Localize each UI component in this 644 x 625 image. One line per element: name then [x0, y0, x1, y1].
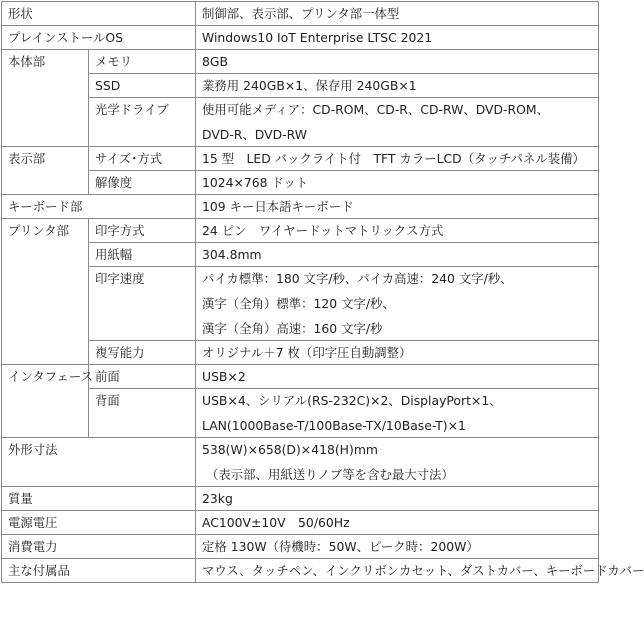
label-dimensions: 外形寸法 — [2, 438, 196, 487]
row-body-optical — [2, 98, 599, 147]
value-os: Windows10 IoT Enterprise LTSC 2021 — [196, 26, 599, 50]
value-dimensions-line2: （表示部、用紙送りノブ等を含む最大寸法） — [206, 467, 454, 482]
value-power: 定格 130W（待機時：50W、ピーク時：200W） — [196, 535, 599, 559]
row-form — [2, 2, 599, 26]
value-optical — [196, 98, 599, 147]
row-printer-copy — [2, 341, 599, 365]
label-ssd: SSD — [89, 74, 196, 98]
row-accessories — [2, 559, 599, 583]
row-printer-method — [2, 219, 599, 243]
value-speed-line1: パイカ標準：180 文字/秒、パイカ高速：240 文字/秒、 — [202, 271, 513, 286]
label-speed: 印字速度 — [89, 267, 196, 341]
value-method: 24 ピン ワイヤードットマトリックス方式 — [196, 219, 599, 243]
row-printer-width — [2, 243, 599, 267]
label-method: 印字方式 — [89, 219, 196, 243]
row-keyboard — [2, 195, 599, 219]
row-display-resolution — [2, 171, 599, 195]
value-memory: 8GB — [196, 50, 599, 74]
value-ssd: 業務用 240GB×1、保存用 240GB×1 — [196, 74, 599, 98]
value-dimensions-line1: 538(W)×658(D)×418(H)mm — [202, 442, 378, 457]
row-dimensions — [2, 438, 599, 487]
row-body-memory — [2, 50, 599, 74]
value-copy: オリジナル＋7 枚（印字圧自動調整） — [196, 341, 599, 365]
spec-table — [1, 1, 644, 583]
label-copy: 複写能力 — [89, 341, 196, 365]
value-back-line1: USB×4、シリアル(RS-232C)×2、DisplayPort×1、 — [202, 393, 502, 408]
value-speed-line2: 漢字（全角）標準：120 文字/秒、 — [202, 296, 395, 311]
value-weight: 23kg — [196, 487, 599, 511]
row-os — [2, 26, 599, 50]
label-accessories: 主な付属品 — [2, 559, 196, 583]
row-interface-back — [2, 389, 599, 438]
value-voltage: AC100V±10V 50/60Hz — [196, 511, 599, 535]
value-keyboard: 109 キー日本語キーボード — [196, 195, 599, 219]
value-back-line2: LAN(1000Base-T/100Base-TX/10Base-T)×1 — [202, 418, 466, 433]
label-size: サイズ･方式 — [89, 147, 196, 171]
value-accessories: マウス、タッチペン、インクリボンカセット、ダストカバー、キーボードカバー — [196, 559, 599, 583]
label-back: 背面 — [89, 389, 196, 438]
label-form: 形状 — [2, 2, 196, 26]
value-speed-line3: 漢字（全角）高速：160 文字/秒 — [202, 321, 383, 336]
row-body-ssd — [2, 74, 599, 98]
value-front: USB×2 — [196, 365, 599, 389]
value-width: 304.8mm — [196, 243, 599, 267]
label-resolution: 解像度 — [89, 171, 196, 195]
label-display: 表示部 — [2, 147, 89, 195]
label-interface: インタフェース — [2, 365, 89, 438]
row-power — [2, 535, 599, 559]
row-interface-front — [2, 365, 599, 389]
value-dimensions — [196, 438, 599, 487]
row-weight — [2, 487, 599, 511]
label-memory: メモリ — [89, 50, 196, 74]
row-printer-speed — [2, 267, 599, 341]
value-form: 制御部、表示部、プリンタ部一体型 — [196, 2, 599, 26]
label-weight: 質量 — [2, 487, 196, 511]
row-display-size — [2, 147, 599, 171]
value-back — [196, 389, 599, 438]
row-voltage — [2, 511, 599, 535]
label-optical: 光学ドライブ — [89, 98, 196, 147]
label-keyboard: キーボード部 — [2, 195, 196, 219]
label-power: 消費電力 — [2, 535, 196, 559]
label-os: プレインストールOS — [2, 26, 196, 50]
label-width: 用紙幅 — [89, 243, 196, 267]
label-body: 本体部 — [2, 50, 89, 147]
value-resolution: 1024×768 ドット — [196, 171, 599, 195]
label-front: 前面 — [89, 365, 196, 389]
label-voltage: 電源電圧 — [2, 511, 196, 535]
value-optical-line2: DVD-R、DVD-RW — [202, 127, 307, 142]
label-printer: プリンタ部 — [2, 219, 89, 365]
value-optical-line1: 使用可能メディア：CD-ROM、CD-R、CD-RW、DVD-ROM、 — [202, 102, 549, 117]
value-speed — [196, 267, 599, 341]
value-size: 15 型 LED バックライト付 TFT カラーLCD（タッチパネル装備） — [196, 147, 599, 171]
